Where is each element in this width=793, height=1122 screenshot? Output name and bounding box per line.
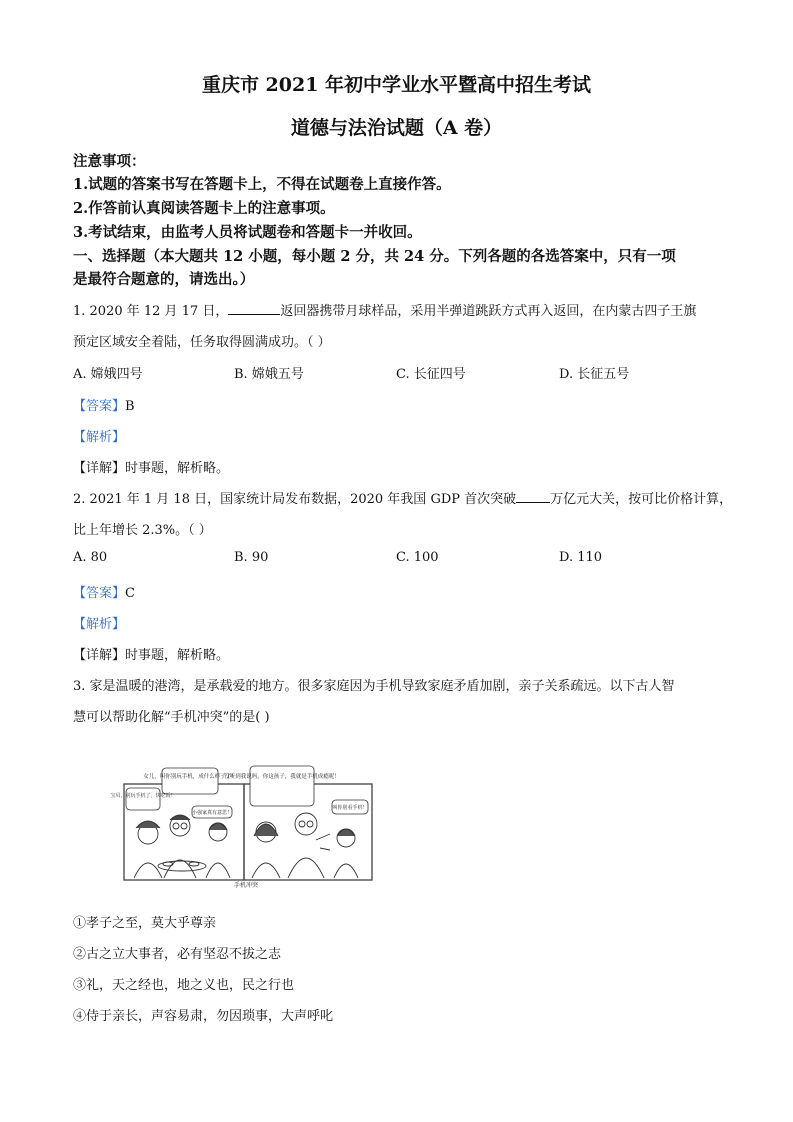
section-heading-line1: 一、选择题（本大题共 12 小题，每小题 2 分，共 24 分。下列各题的各选答案中，只有一项 <box>73 248 676 265</box>
q1-answer <box>73 395 135 414</box>
q1-stem-post: 返回器携带月球样品，采用半弹道跳跃方式再入返回，在内蒙古四子王旗 <box>280 304 697 319</box>
q2-stem-post: 万亿元大关，按可比价格计算， <box>550 492 733 507</box>
bubble-text: 女儿，叫你别玩手机，成什么样子了！ <box>143 774 237 780</box>
speech-bubble <box>126 788 160 810</box>
bubble-text: 叫你别看手机！ <box>332 805 368 811</box>
q2-analysis-tag: 【解析】 <box>73 617 126 632</box>
q2-blank <box>516 490 550 503</box>
q2-answer <box>73 582 135 601</box>
q2-stem-pre: 2. 2021 年 1 月 18 日，国家统计局发布数据，2020 年我国 GDP 首次突破 <box>73 492 517 507</box>
phone-conflict-comic <box>110 760 376 889</box>
q2-stem-line2: 比上年增长 2.3%。（ ） <box>73 523 212 538</box>
q2-stem-line1 <box>73 488 732 507</box>
q2-answer-value: C <box>125 586 135 601</box>
q3-item-4: ④侍于亲长，声容易肃，勿因琐事，大声呼叱 <box>73 1009 334 1024</box>
q1-stem-line2: 预定区域安全着陆，任务取得圆满成功。（ ） <box>73 335 331 350</box>
q3-stem-line2: 慧可以帮助化解“手机冲突”的是( ) <box>73 710 270 725</box>
comic-caption: 手机冲突 <box>233 882 259 889</box>
q2-answer-tag: 【答案】 <box>73 586 126 601</box>
exam-title: 重庆市 2021 年初中学业水平暨高中招生考试 <box>201 74 592 96</box>
speech-bubble <box>162 768 218 794</box>
q3-item-3: ③礼，天之经也，地之义也，民之行也 <box>73 978 295 993</box>
q1-answer-value: B <box>125 399 135 414</box>
q1-analysis-tag: 【解析】 <box>73 430 126 445</box>
section-heading-line2: 是最符合题意的，请选出。） <box>73 271 255 288</box>
q2-detail: 【详解】时事题，解析略。 <box>73 648 230 663</box>
q1-option-b: B. 嫦娥五号 <box>234 367 304 382</box>
notes-heading: 注意事项： <box>73 153 146 170</box>
notes-item-1: 1.试题的答案书写在答题卡上，不得在试题卷上直接作答。 <box>73 176 451 193</box>
notes-item-2: 2.作答前认真阅读答题卡上的注意事项。 <box>73 200 335 217</box>
q3-item-2: ②古之立大事者，必有坚忍不拔之志 <box>73 947 282 962</box>
q1-stem-pre: 1. 2020 年 12 月 17 日， <box>73 304 229 319</box>
q1-blank <box>228 302 280 315</box>
q3-stem-line1: 3. 家是温暖的港湾，是承载爱的地方。很多家庭因为手机导致家庭矛盾加剧，亲子关系疏远。以下古人智 <box>73 679 675 694</box>
exam-subtitle: 道德与法治试题（A 卷） <box>290 117 503 139</box>
bubble-text: 没听到我说吗，你这孩子，我就是手机成瘾呢！ <box>224 774 340 780</box>
q1-option-d: D. 长征五号 <box>559 367 630 382</box>
q2-option-c: C. 100 <box>396 550 439 565</box>
q1-detail: 【详解】时事题，解析略。 <box>73 461 230 476</box>
q1-option-a: A. 嫦娥四号 <box>73 367 143 382</box>
q3-item-1: ①孝子之至，莫大乎尊亲 <box>73 916 217 931</box>
q2-option-d: D. 110 <box>559 550 603 565</box>
speech-bubble <box>250 766 314 806</box>
q1-answer-tag: 【答案】 <box>73 399 126 414</box>
q2-option-b: B. 90 <box>234 550 269 565</box>
q2-option-a: A. 80 <box>73 550 108 565</box>
q1-option-c: C. 长征四号 <box>396 367 466 382</box>
notes-item-3: 3.考试结束，由监考人员将试题卷和答题卡一并收回。 <box>73 224 422 241</box>
bubble-text: 宝贝，别玩手机了，快吃饭！ <box>110 793 176 799</box>
q1-stem-line1 <box>73 300 696 319</box>
bubble-text: 小强家真有意思！ <box>191 810 233 816</box>
